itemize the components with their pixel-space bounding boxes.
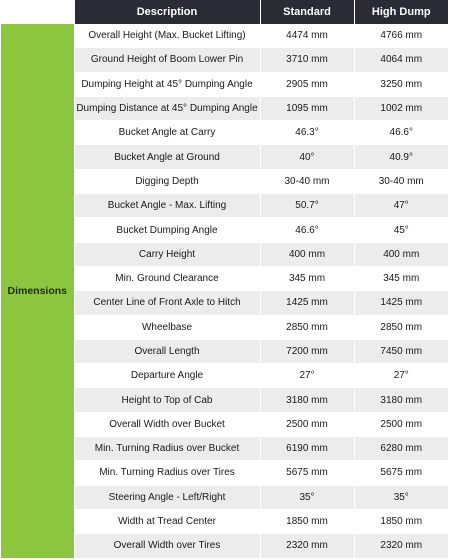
row-description-cell: Wheelbase <box>74 315 260 339</box>
row-description-cell: Overall Height (Max. Bucket Lifting) <box>74 24 260 48</box>
row-standard-cell: 46.3° <box>260 121 354 145</box>
row-description-cell: Overall Width over Bucket <box>74 412 260 436</box>
row-high-dump-cell: 47° <box>354 194 448 218</box>
row-high-dump-cell: 400 mm <box>354 242 448 266</box>
row-high-dump-cell: 1002 mm <box>354 96 448 120</box>
row-high-dump-cell: 45° <box>354 218 448 242</box>
row-standard-cell: 50.7° <box>260 194 354 218</box>
row-description-cell: Overall Width over Tires <box>74 534 260 558</box>
row-high-dump-cell: 2320 mm <box>354 534 448 558</box>
row-high-dump-cell: 35° <box>354 485 448 509</box>
row-standard-cell: 7200 mm <box>260 339 354 363</box>
table-header <box>1 0 448 24</box>
row-standard-cell: 35° <box>260 485 354 509</box>
row-standard-cell: 4474 mm <box>260 24 354 48</box>
row-description-cell: Steering Angle - Left/Right <box>74 485 260 509</box>
row-description-cell: Height to Top of Cab <box>74 388 260 412</box>
row-standard-cell: 3180 mm <box>260 388 354 412</box>
row-description-cell: Ground Height of Boom Lower Pin <box>74 48 260 72</box>
row-standard-cell: 345 mm <box>260 266 354 290</box>
row-description-cell: Overall Length <box>74 339 260 363</box>
row-standard-cell: 30-40 mm <box>260 169 354 193</box>
row-description-cell: Min. Turning Radius over Tires <box>74 461 260 485</box>
row-high-dump-cell: 2850 mm <box>354 315 448 339</box>
row-description-cell: Bucket Angle at Ground <box>74 145 260 169</box>
row-standard-cell: 27° <box>260 364 354 388</box>
row-description-cell: Bucket Angle - Max. Lifting <box>74 194 260 218</box>
row-high-dump-cell: 1850 mm <box>354 509 448 533</box>
row-standard-cell: 2320 mm <box>260 534 354 558</box>
row-standard-cell: 3710 mm <box>260 48 354 72</box>
row-description-cell: Bucket Dumping Angle <box>74 218 260 242</box>
header-standard: Standard <box>260 0 354 24</box>
row-standard-cell: 5675 mm <box>260 461 354 485</box>
row-standard-cell: 46.6° <box>260 218 354 242</box>
row-standard-cell: 2905 mm <box>260 72 354 96</box>
row-description-cell: Bucket Angle at Carry <box>74 121 260 145</box>
row-standard-cell: 1850 mm <box>260 509 354 533</box>
row-standard-cell: 40° <box>260 145 354 169</box>
row-description-cell: Center Line of Front Axle to Hitch <box>74 291 260 315</box>
row-high-dump-cell: 345 mm <box>354 266 448 290</box>
row-high-dump-cell: 2500 mm <box>354 412 448 436</box>
row-high-dump-cell: 46.6° <box>354 121 448 145</box>
row-high-dump-cell: 40.9° <box>354 145 448 169</box>
row-standard-cell: 6190 mm <box>260 437 354 461</box>
row-high-dump-cell: 7450 mm <box>354 339 448 363</box>
row-high-dump-cell: 27° <box>354 364 448 388</box>
header-high-dump: High Dump <box>354 0 448 24</box>
row-description-cell: Min. Ground Clearance <box>74 266 260 290</box>
row-description-cell: Digging Depth <box>74 169 260 193</box>
row-high-dump-cell: 3180 mm <box>354 388 448 412</box>
row-description-cell: Dumping Distance at 45° Dumping Angle <box>74 96 260 120</box>
row-standard-cell: 2500 mm <box>260 412 354 436</box>
row-standard-cell: 2850 mm <box>260 315 354 339</box>
row-description-cell: Dumping Height at 45° Dumping Angle <box>74 72 260 96</box>
row-high-dump-cell: 30-40 mm <box>354 169 448 193</box>
row-description-cell: Min. Turning Radius over Bucket <box>74 437 260 461</box>
row-description-cell: Departure Angle <box>74 364 260 388</box>
row-high-dump-cell: 4064 mm <box>354 48 448 72</box>
row-high-dump-cell: 4766 mm <box>354 24 448 48</box>
spec-table <box>1 0 448 559</box>
row-standard-cell: 1425 mm <box>260 291 354 315</box>
row-description-cell: Width at Tread Center <box>74 509 260 533</box>
header-description: Description <box>74 0 260 24</box>
row-description-cell: Carry Height <box>74 242 260 266</box>
row-high-dump-cell: 5675 mm <box>354 461 448 485</box>
header-corner <box>1 0 74 24</box>
row-high-dump-cell: 1425 mm <box>354 291 448 315</box>
category-cell: Dimensions <box>1 24 74 558</box>
table-body <box>1 24 448 558</box>
header-row <box>1 0 448 24</box>
row-standard-cell: 1095 mm <box>260 96 354 120</box>
row-high-dump-cell: 6280 mm <box>354 437 448 461</box>
table-row <box>1 24 448 48</box>
row-high-dump-cell: 3250 mm <box>354 72 448 96</box>
row-standard-cell: 400 mm <box>260 242 354 266</box>
